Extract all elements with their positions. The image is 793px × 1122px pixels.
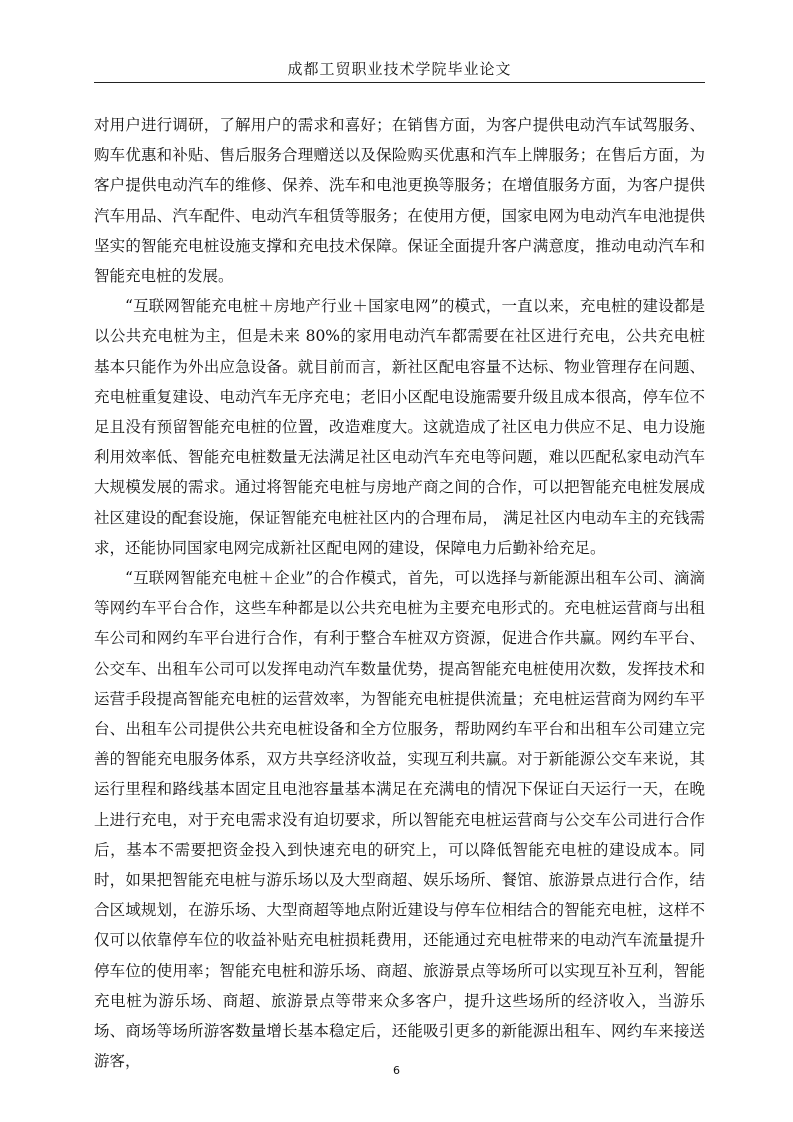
header-divider: [94, 82, 705, 83]
paragraph-continuation: 对用户进行调研，了解用户的需求和喜好；在销售方面，为客户提供电动汽车试驾服务、购车优惠和补贴、售后服务合理赠送以及保险购买优惠和汽车上牌服务；在售后方面，为客户提供电动汽车的维修、保养、洗车和电池更换等服务；在增值服务方面，为客户提供汽车用品、汽车配件、电动汽车租赁等服务；在使用方便，国家电网为电动汽车电池提供坚实的智能充电桩设施支撑和充电技术保障。保证全面提升客户满意度，推动电动汽车和智能充电桩的发展。: [94, 116, 705, 286]
page-number: 6: [393, 1064, 400, 1077]
body-text: [94, 110, 705, 1077]
page-header-title: 成都工贸职业技术学院毕业论文: [287, 60, 512, 78]
paragraph-real-estate-model: “互联网智能充电桩＋房地产行业＋国家电网”的模式，一直以来，充电桩的建设都是以公共充电桩为主，但是未来 80%的家用电动汽车都需要在社区进行充电，公共充电桩基本只能作为外出应急设备。就目前而言，新社区配电容量不达标、物业管理存在问题、充电桩重复建设、电动汽车无序充电；老旧小区配电设施需要升级且成本很高，停车位不足且没有预留智能充电桩的位置，改造难度大。这就造成了社区电力供应不足、电力设施利用效率低、智能充电桩数量无法满足社区电动汽车充电等问题，难以匹配私家电动汽车大规模发展的需求。通过将智能充电桩与房地产商之间的合作，可以把智能充电桩发展成社区建设的配套设施，保证智能充电桩社区内的合理布局， 满足社区内电动车主的充钱需求，还能协同国家电网完成新社区配电网的建设，保障电力后勤补给充足。: [94, 297, 705, 557]
paragraph-enterprise-model: “互联网智能充电桩＋企业”的合作模式，首先，可以选择与新能源出租车公司、滴滴等网约车平台合作，这些车种都是以公共充电桩为主要充电形式的。充电桩运营商与出租车公司和网约车平台进行合作，有利于整合车桩双方资源，促进合作共赢。网约车平台、公交车、出租车公司可以发挥电动汽车数量优势，提高智能充电桩使用次数，发挥技术和运营手段提高智能充电桩的运营效率，为智能充电桩提供流量；充电桩运营商为网约车平台、出租车公司提供公共充电桩设备和全方位服务，帮助网约车平台和出租车公司建立完善的智能充电服务体系，双方共享经济收益，实现互利共赢。对于新能源公交车来说，其运行里程和路线基本固定且电池容量基本满足在充满电的情况下保证白天运行一天，在晚上进行充电，对于充电需求没有迫切要求，所以智能充电桩运营商与公交车公司进行合作后，基本不需要把资金投入到快速充电的研究上，可以降低智能充电桩的建设成本。同时，如果把智能充电桩与游乐场以及大型商超、娱乐场所、餐馆、旅游景点进行合作，结合区域规划，在游乐场、大型商超等地点附近建设与停车位相结合的智能充电桩，这样不仅可以依靠停车位的收益补贴充电桩损耗费用，还能通过充电桩带来的电动汽车流量提升停车位的使用率；智能充电桩和游乐场、商超、旅游景点等场所可以实现互补互利，智能充电桩为游乐场、商超、旅游景点等带来众多客户，提升这些场所的经济收入，当游乐场、商场等场所游客数量增长基本稳定后，还能吸引更多的新能源出租车、网约车来接送游客，: [94, 569, 705, 1071]
